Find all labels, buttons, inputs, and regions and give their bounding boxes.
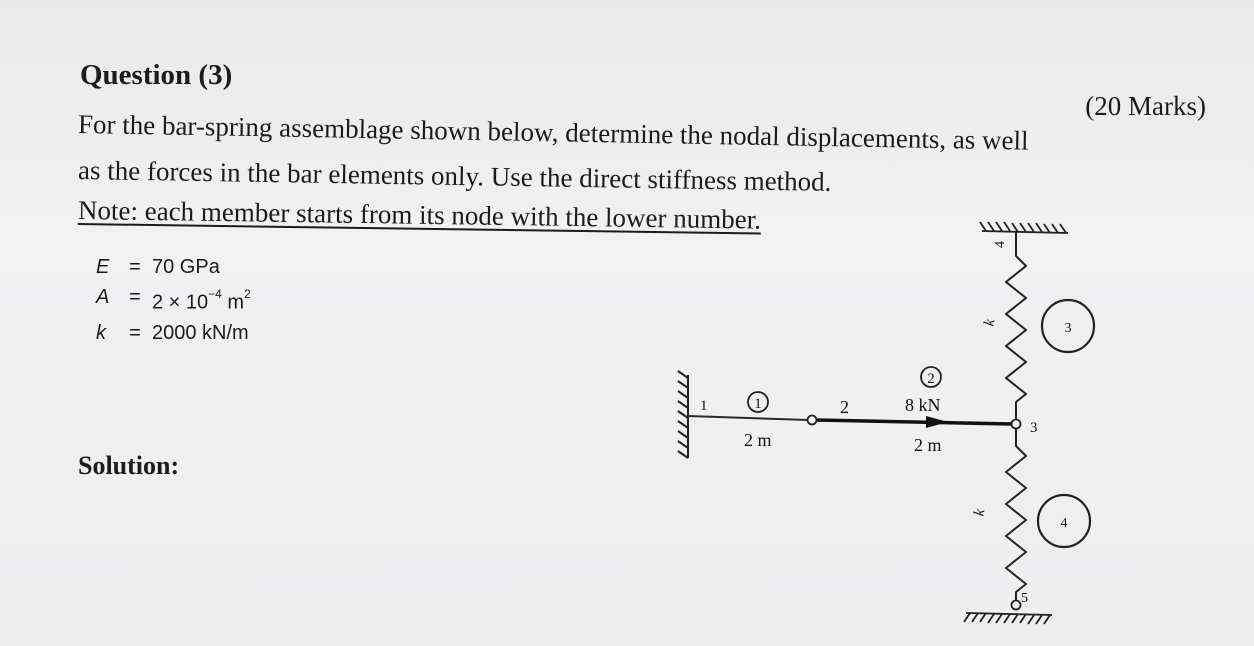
load-arrow [926, 416, 948, 428]
param-symbol: k [96, 321, 106, 344]
node-2-label: 2 [840, 397, 849, 417]
load-label: 8 kN [905, 395, 941, 415]
spring-k-label-lower: k [971, 507, 989, 518]
node-3-marker [1012, 420, 1021, 429]
element-2-label: 2 [927, 371, 935, 387]
question-line-1: For the bar-spring assemblage shown below, determine the nodal displacements, as well [77, 109, 1029, 156]
node-2-marker [808, 416, 817, 425]
param-value: 70 GPa [152, 256, 220, 278]
param-exponent: −4 [208, 287, 222, 301]
solution-label: Solution: [78, 451, 180, 480]
param-symbol: E [96, 256, 110, 278]
node-5-marker [1012, 601, 1021, 610]
element-3-label: 3 [1064, 321, 1072, 336]
left-wall-support [678, 371, 688, 458]
node-1-label: 1 [700, 398, 708, 414]
note-line: Note: each member starts from its node with the lower number. [77, 195, 762, 235]
marks-label: (20 Marks) [1085, 91, 1206, 121]
top-support [980, 222, 1068, 233]
node-3-label: 3 [1030, 420, 1038, 436]
param-equals: = [129, 256, 141, 278]
question-line-2: as the forces in the bar elements only. Use the direct stiffness method. [77, 155, 832, 197]
bar-element-1 [688, 416, 808, 420]
length-label-1: 2 m [744, 430, 772, 450]
param-value-prefix: 2 × 10 [152, 291, 209, 314]
param-value: 2000 kN/m [152, 321, 249, 344]
node-5-label: 5 [1021, 591, 1028, 606]
spring-element-4 [1006, 428, 1026, 601]
spring-k-label-upper: k [981, 317, 999, 328]
param-unit: m [221, 291, 245, 314]
length-label-2: 2 m [914, 435, 942, 455]
param-equals: = [129, 286, 141, 308]
element-1-label: 1 [754, 396, 762, 412]
element-4-label: 4 [1060, 516, 1068, 531]
param-symbol: A [96, 286, 110, 308]
node-4-label: 4 [993, 241, 1008, 248]
param-equals: = [129, 321, 141, 344]
param-unit-exponent: 2 [244, 287, 251, 301]
question-title: Question (3) [80, 59, 233, 91]
spring-element-3 [1006, 232, 1026, 420]
bar-element-2 [816, 420, 1012, 424]
bottom-support [964, 613, 1052, 624]
